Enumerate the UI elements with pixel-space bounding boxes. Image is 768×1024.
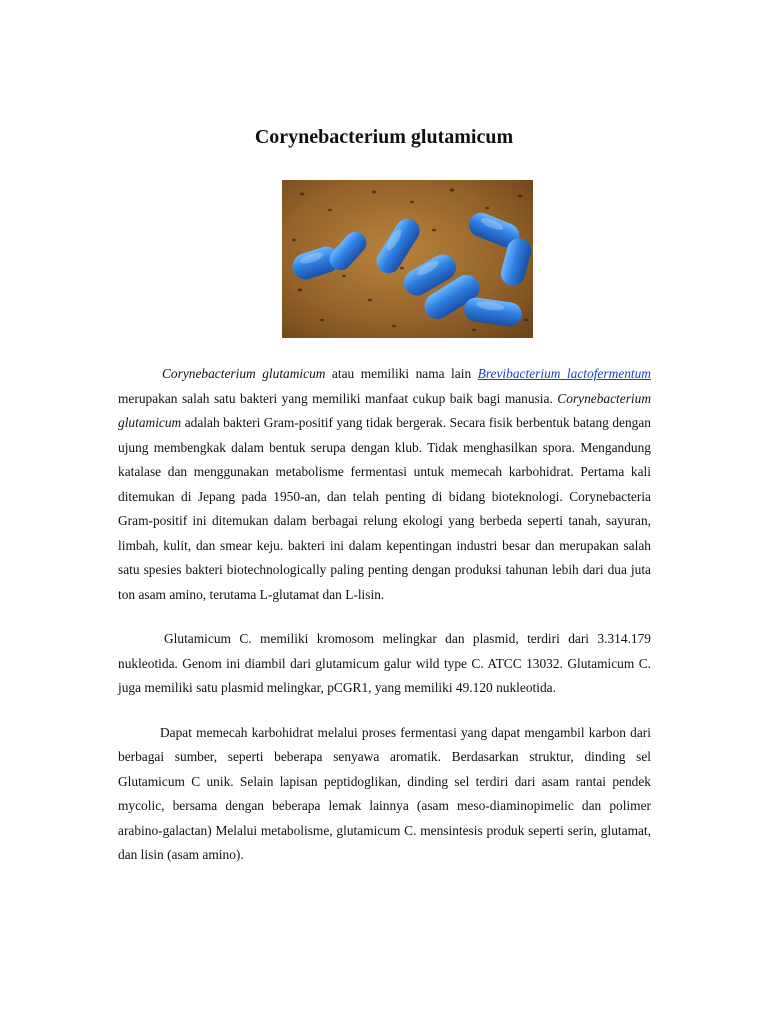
- bacteria-micrograph-image: [282, 180, 533, 338]
- species-name: Corynebacterium glutamicum: [162, 366, 326, 381]
- brevibacterium-link[interactable]: Brevibacterium lactofermentum: [477, 366, 651, 381]
- document-body: [118, 362, 651, 888]
- paragraph-text: adalah bakteri Gram-positif yang tidak bergerak. Secara fisik berbentuk batang dengan ujung membengkak dalam bentuk serupa dengan klub. Tidak menghasilkan spora. Mengandung katalase dan menggunakan metabolisme fermentasi untuk memecah karbohidrat. Pertama kali ditemukan di Jepang pada 1950-an, dan telah penting di bidang bioteknologi. Corynebacteria Gram-positif ini ditemukan dalam berbagai relung ekologi yang berbeda seperti tanah, sayuran, limbah, kulit, dan smear keju. bakteri ini dalam kepentingan industri besar dan merupakan salah satu spesies bakteri biotechnologically paling penting dengan produksi tahunan lebih dari dua juta ton asam amino, terutama L-glutamat dan L-lisin.: [118, 415, 651, 602]
- paragraph-text: atau memiliki nama lain: [325, 366, 478, 381]
- paragraph-metabolism: Dapat memecah karbohidrat melalui proses fermentasi yang dapat mengambil karbon dari berbagai sumber, seperti beberapa senyawa aromatik. Berdasarkan struktur, dinding sel Glutamicum C unik. Selain lapisan peptidoglikan, dinding sel terdiri dari asam rantai pendek mycolic, bersama dengan beberapa lemak lainnya (asam meso-diaminopimelic dan polimer arabino-galactan) Melalui metabolisme, glutamicum C. mensintesis produk seperti serin, glutamat, dan lisin (asam amino).: [118, 724, 651, 862]
- paragraph-intro: [118, 362, 651, 607]
- species-name: Corynebacterium glutamicum: [118, 390, 651, 430]
- paragraph-text: merupakan salah satu bakteri yang memiliki manfaat cukup baik bagi manusia.: [118, 390, 558, 406]
- paragraph-genome: Glutamicum C. memiliki kromosom melingkar dan plasmid, terdiri dari 3.314.179 nukleotida. Genom ini diambil dari glutamicum galur wild type C. ATCC 13032. Glutamicum C. juga memiliki satu plasmid melingkar, pCGR1, yang memiliki 49.120 nukleotida.: [118, 631, 651, 695]
- page-title: Corynebacterium glutamicum: [254, 126, 514, 148]
